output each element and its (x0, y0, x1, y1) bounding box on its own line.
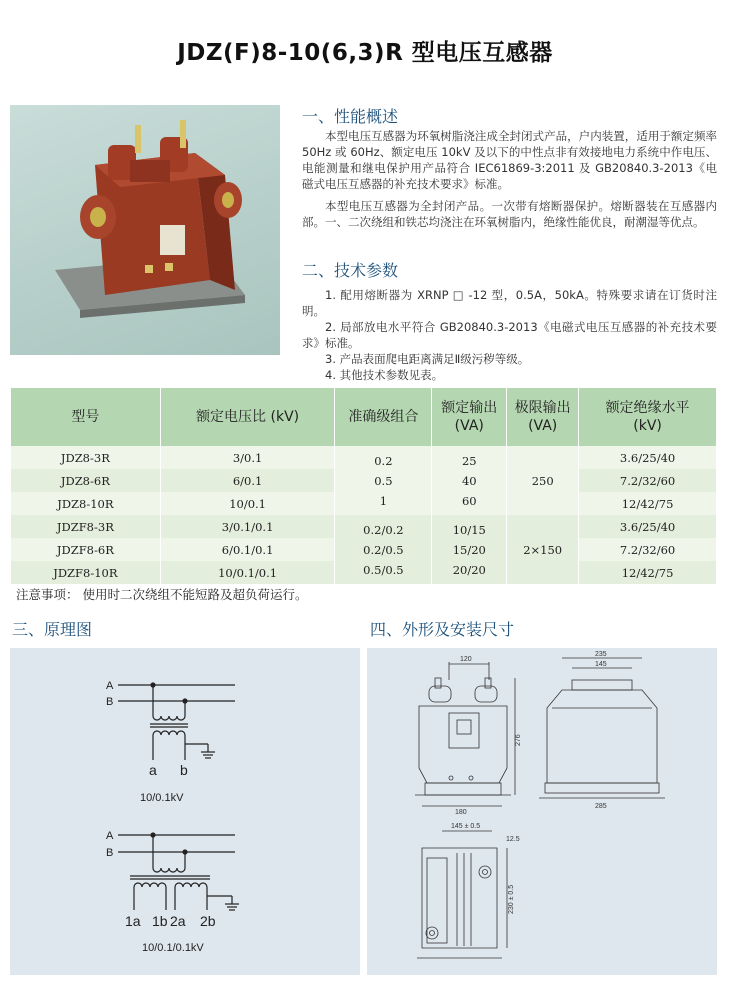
output-value: 10/15 (452, 522, 486, 537)
label-a: a (149, 762, 157, 778)
overview-paragraph-1: 本型电压互感器为环氧树脂浇注成全封闭式产品，户内装置，适用于额定频率 50Hz 或 60Hz、额定电压 10kV 及以下的中性点非有效接地电力系统中作电压、电能测量和继电保护用产品符合 IEC61869-3:2011 及 GB20840.3-2013《电磁式电压互感器的补充技术要求》标准。 (302, 129, 717, 191)
spec-table (10, 388, 717, 584)
label-B-2: B (106, 847, 114, 859)
label-2a: 2a (170, 913, 186, 929)
table-row (11, 446, 717, 469)
output-value: 60 (461, 493, 477, 508)
overview-paragraph-2: 本型电压互感器为全封闭产品。一次带有熔断器保护。熔断器装在互感器内部。一、二次绕组和铁芯均浇注在环氧树脂内，绝缘性能优良，耐潮湿等优点。 (302, 199, 717, 229)
dim-276: 276 (515, 734, 522, 746)
cell-insulation: 12/42/75 (579, 492, 717, 515)
params-item: 3. 产品表面爬电距离满足Ⅱ级污秽等级。 (325, 352, 530, 366)
product-photo (10, 105, 280, 355)
label-B-1: B (106, 696, 114, 708)
header-accuracy: 准确级组合 (335, 388, 432, 446)
accuracy-value: 1 (379, 493, 388, 508)
cell-ratio: 6/0.1/0.1 (160, 538, 335, 561)
dim-120: 120 (460, 656, 472, 663)
header-insulation (579, 388, 717, 446)
cell-limit-group1: 250 (507, 446, 579, 515)
accuracy-value: 0.5/0.5 (363, 562, 404, 577)
cell-insulation: 3.6/25/40 (579, 446, 717, 469)
params-item: 1. 配用熔断器为 XRNP □ -12 型，0.5A，50kA。特殊要求请在订货时注明。 (302, 288, 717, 318)
header-limit (507, 388, 579, 446)
header-insulation-text: 额定绝缘水平 (kV) (605, 400, 690, 434)
cell-insulation: 3.6/25/40 (579, 515, 717, 538)
accuracy-value: 0.2/0.2 (363, 522, 404, 537)
cell-output-group1 (432, 446, 507, 515)
header-limit-text: 极限输出 (VA) (514, 400, 571, 434)
dim-285: 285 (595, 803, 607, 810)
note-text: 注意事项： 使用时二次绕组不能短路及超负荷运行。 (16, 587, 308, 602)
dim-230: 230 ± 0.5 (508, 884, 515, 914)
cell-ratio: 6/0.1 (160, 469, 335, 492)
table-header-row (11, 388, 717, 446)
caption-d2: 10/0.1/0.1kV (142, 942, 204, 954)
dim-145: 145 (595, 661, 607, 668)
output-value: 15/20 (452, 542, 486, 557)
cell-model: JDZF8-6R (11, 538, 161, 561)
cell-ratio: 3/0.1 (160, 446, 335, 469)
section-heading-dimensions: 四、外形及安装尺寸 (370, 620, 515, 639)
dim-145b: 145 ± 0.5 (451, 823, 481, 830)
cell-model: JDZF8-10R (11, 561, 161, 584)
cell-limit-group2: 2×150 (507, 515, 579, 584)
cell-insulation: 7.2/32/60 (579, 469, 717, 492)
label-A-1: A (106, 680, 114, 692)
label-1a: 1a (125, 913, 141, 929)
cell-ratio: 3/0.1/0.1 (160, 515, 335, 538)
cell-accuracy-group2 (335, 515, 432, 584)
cell-ratio: 10/0.1 (160, 492, 335, 515)
cell-accuracy-group1 (335, 446, 432, 515)
cell-model: JDZ8-3R (11, 446, 161, 469)
params-list (302, 287, 717, 383)
label-2b: 2b (200, 913, 216, 929)
caption-d1: 10/0.1kV (140, 792, 184, 804)
output-value: 20/20 (452, 562, 486, 577)
output-value: 25 (461, 453, 477, 468)
schematic-panel (10, 648, 360, 975)
section-heading-params: 二、技术参数 (302, 261, 399, 280)
cell-model: JDZF8-3R (11, 515, 161, 538)
section-heading-overview: 一、性能概述 (302, 107, 399, 126)
cell-model: JDZ8-6R (11, 469, 161, 492)
dim-180: 180 (455, 809, 467, 816)
header-ratio: 额定电压比 (kV) (160, 388, 335, 446)
cell-insulation: 12/42/75 (579, 561, 717, 584)
dimensions-panel (367, 648, 717, 975)
accuracy-value: 0.5 (374, 473, 393, 488)
dimension-drawing (367, 648, 717, 975)
transformer-illustration (10, 105, 280, 355)
accuracy-value: 0.2/0.5 (363, 542, 404, 557)
section-heading-schematic: 三、原理图 (12, 620, 93, 639)
accuracy-value: 0.2 (374, 453, 393, 468)
params-item: 2. 局部放电水平符合 GB20840.3-2013《电磁式电压互感器的补充技术要求》标准。 (302, 320, 717, 350)
table-row (11, 515, 717, 538)
label-1b: 1b (152, 913, 168, 929)
dim-12-5: 12.5 (506, 836, 520, 843)
cell-model: JDZ8-10R (11, 492, 161, 515)
dim-235: 235 (595, 651, 607, 658)
header-model: 型号 (11, 388, 161, 446)
schematic-diagram (10, 648, 360, 975)
header-output (432, 388, 507, 446)
cell-ratio: 10/0.1/0.1 (160, 561, 335, 584)
output-value: 40 (461, 473, 477, 488)
params-item: 4. 其他技术参数见表。 (325, 368, 444, 382)
cell-insulation: 7.2/32/60 (579, 538, 717, 561)
page-title: JDZ(F)8-10(6,3)R 型电压互感器 (177, 40, 553, 66)
cell-output-group2 (432, 515, 507, 584)
label-A-2: A (106, 830, 114, 842)
label-b: b (180, 762, 188, 778)
header-output-text: 额定输出 (VA) (441, 400, 498, 434)
